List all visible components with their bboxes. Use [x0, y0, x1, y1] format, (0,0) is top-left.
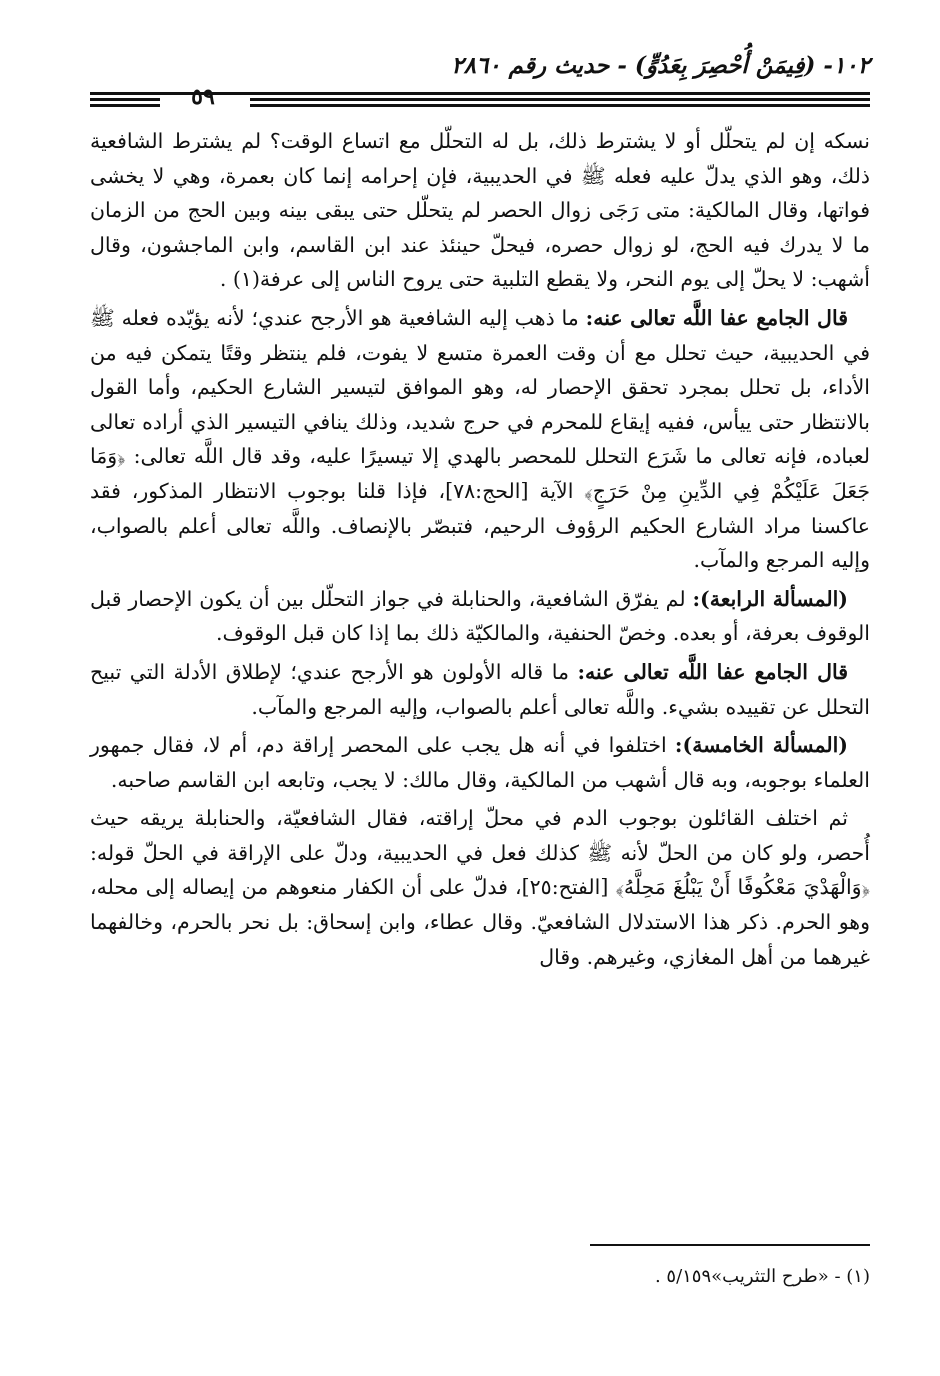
- page-number: ٥٩: [191, 84, 215, 110]
- paragraph-1: [90, 124, 870, 297]
- footnote-rule: [590, 1244, 870, 1246]
- main-text: [90, 124, 870, 978]
- paragraph-2: [90, 301, 870, 578]
- paragraph-text: لم يفرّق الشافعية، والحنابلة في جواز التحلّل بين أن يكون الإحصار قبل الوقوف بعرفة، أو بعده. وخصّ الحنفية، والمالكيّة ذلك بما إذا كان قبل الوقوف.: [90, 586, 870, 646]
- paragraph-3: [90, 582, 870, 651]
- header-double-rule-left: [90, 98, 160, 107]
- paragraph-text: ثم اختلف القائلون بوجوب الدم في محلّ إراقته، فقال الشافعيّة، والحنابلة يريقه حيث أُحصر، ولو كان من الحلّ لأنه ﷺ كذلك فعل في الحديبية، ودلّ على الإراقة في الحلّ قوله: ﴿وَالْهَدْيَ مَعْكُوفًا أَنْ يَبْلُغَ مَحِلَّهُ﴾ [الفتح:٢٥]، فدلّ على أن الكفار منعوهم من إيصاله إلى محله، وهو الحرم. ذكر هذا الاستدلال الشافعيّ. وقال عطاء، وابن إسحاق: بل نحر بالحرم، وخالفهما غيرهما من أهل المغازي، وغيرهم. وقال: [90, 806, 870, 969]
- paragraph-text: ما ذهب إليه الشافعية هو الأرجح عندي؛ لأنه يؤيّده فعله ﷺ في الحديبية، حيث تحلل مع أن وقت العمرة متسع لا يفوت، فلم ينتظر وقتًا يتمكن فيه من الأداء، بل تحلل بمجرد تحقق الإحصار له، وهو الموافق لتيسير الشارع الحكيم، وأما القول بالانتظار حتى ييأس، ففيه إيقاع للمحرم في حرج شديد، وذلك ينافي التيسير الذي أراده تعالى لعباده، فإنه تعالى ما شَرَع التحلل للمحصر بالهدي إلا تيسيرًا عليه، وقد قال اللَّه تعالى: ﴿وَمَا جَعَلَ عَلَيْكُمْ فِي الدِّينِ مِنْ حَرَجٍ﴾ الآية [الحج:٧٨]، فإذا قلنا بوجوب الانتظار المذكور، فقد عاكسنا مراد الشارع الحكيم الرؤوف الرحيم، فتبصّر بالإنصاف. واللَّه تعالى أعلم بالصواب، وإليه المرجع والمآب.: [90, 305, 870, 573]
- paragraph-text: نسكه إن لم يتحلّل أو لا يشترط ذلك، بل له التحلّل مع اتساع الوقت؟ لم يشترط الشافعية ذلك، وهو الذي يدلّ عليه فعله ﷺ في الحديبية، فإن إحرامه إنما كان بعمرة، وهي لا يخشى فواتها، وقال المالكية: متى رَجَى زوال الحصر لم يتحلّل حتى يبقى بينه وبين الحج من الزمان ما لا يدرك فيه الحج، لو زوال حصره، فيحلّ حينئذ عند ابن القاسم، وابن الماجشون، وقال أشهب: لا يحلّ إلى يوم النحر، ولا يقطع التلبية حتى يروح الناس إلى عرفة(١) .: [90, 129, 870, 292]
- paragraph-text: اختلفوا في أنه هل يجب على المحصر إراقة دم، أم لا، فقال جمهور العلماء بوجوبه، وبه قال أشهب من المالكية، وقال مالك: لا يجب، وتابعه ابن القاسم صاحبه.: [90, 733, 870, 792]
- footnote: (١) - «طرح التثريب»٥/١٥٩ .: [654, 1266, 870, 1287]
- paragraph-lead: قال الجامع عفا اللَّه تعالى عنه:: [585, 305, 848, 330]
- paragraph-4: [90, 655, 870, 724]
- header-title: ١٠٢- (فِيمَنْ أُحْصِرَ بِعَدُوٍّ) - حديث رقم ٢٨٦٠: [451, 52, 870, 79]
- header-double-rule-right: [250, 98, 870, 107]
- paragraph-lead: قال الجامع عفا اللَّه تعالى عنه:: [577, 659, 849, 684]
- paragraph-text: ما قاله الأولون هو الأرجح عندي؛ لإطلاق الأدلة التي تبيح التحلل عن تقييده بشيء. واللَّه تعالى أعلم بالصواب، وإليه المرجع والمآب.: [90, 659, 870, 719]
- paragraph-lead: (المسألة الخامسة):: [674, 733, 848, 758]
- paragraph-6: [90, 801, 870, 974]
- paragraph-5: [90, 728, 870, 797]
- paragraph-lead: (المسألة الرابعة):: [692, 586, 848, 611]
